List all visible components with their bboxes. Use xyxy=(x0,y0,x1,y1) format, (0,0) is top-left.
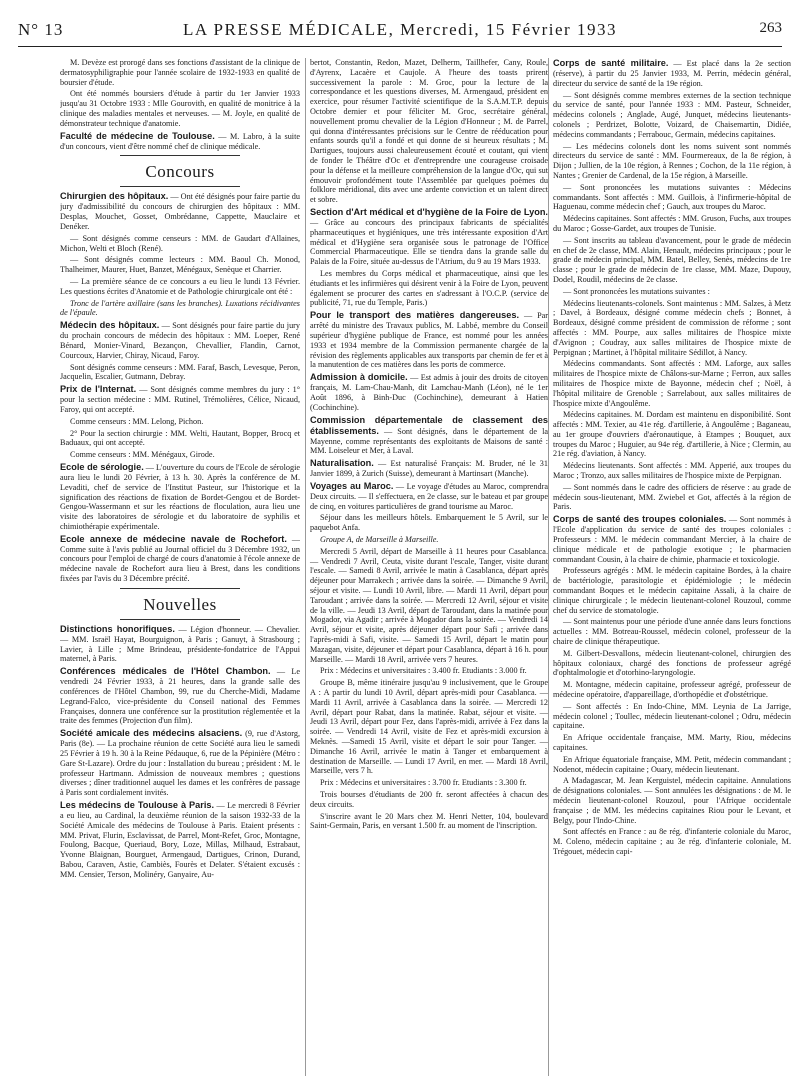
paragraph: 2° Pour la section chirurgie : MM. Welti, Hautant, Bopper, Brocq et Baduaux, qui ont accepté. xyxy=(60,428,300,448)
paragraph: — Sont prononcées les mutations suivantes : Médecins commandants. Sont affectés : MM. Guillois, à l'infirmerie-hôpital de Haguenau, comme médecin chef ; Gauch, aux troupes du Maroc. xyxy=(553,182,791,212)
item-title: Ecole de sérologie. xyxy=(60,461,144,472)
item-body: — Le vendredi 24 Février 1933, à 21 heures, dans la grande salle des conférences de l'Hôtel Chambon, 99, rue du Cherche-Midi, Madame Legrand-Falco, vice-présidente du Conseil national des Femmes Françaises, donnera une conférence sur la prostitution réglementée et la traite des femmes (Projection d'un film). xyxy=(60,667,300,726)
item-body: (9, rue d'Astorg, Paris (8e). — La prochaine réunion de cette Société aura lieu le samedi 25 Février à 19 h. 30 à la Reine Pédauque, 6, rue de la Pépinière (Métro : Gare St-Lazare). Ordre du jour : Installation du bureau ; président : M. le professeur Hartmann. Admission de nouveaux membres ; questions diverses ; dîner traditionnel auquel les dames et les confrères de passage à Paris sont cordialement invités. xyxy=(60,729,300,798)
paragraph: Médecins capitaines. M. Dordam est maintenu en disponibilité. Sont affectés : MM. Texier, au 41e rég. d'artillerie, à Angoulême ; Baganeau, au 1er groupe d'ouvriers d'aéronautique, à Etampes ; Bouquet, aux troupes du Maroc ; Huguier, au 94e rég. d'artillerie, à Nice ; Clermin, au 21e rég. d'aviation, à Nancy. xyxy=(553,410,791,459)
news-item xyxy=(60,624,300,664)
item-body: — M. Labro, à la suite d'un concours, vient d'être nommé chef de clinique médicale. xyxy=(60,131,300,151)
item-body: — Par arrêté du ministre des Travaux publics, M. Labbé, membre du Conseil supérieur d'hygiène publique de France, est nommé pour les années 1933 et 1934 membre de la Commission permanente chargée de la révision des règlements applicables aux transports par chemin de fer et à la manutention de ces matières dans les ports de commerce. xyxy=(310,311,548,370)
paragraph: — Sont prononcées les mutations suivantes : xyxy=(563,286,710,296)
item-title: Ecole annexe de médecine navale de Rochefort. xyxy=(60,533,287,544)
item-body: — Sont désignés comme membres du jury : 1° pour la section médecine : MM. Rutinel, Trémolières, Célice, Nicaud, Faroy, qui ont accepté. xyxy=(60,385,300,414)
item-body: — Comme suite à l'avis publié au Journal officiel du 3 Décembre 1932, un concours pour l'emploi de chargé de cours d'anatomie à l'école annexe de médecine navale de Rochefort aura lieu à Brest, dans les conditions fixées par l'avis du 3 Décembre précité. xyxy=(60,534,300,584)
item-body: — Le mercredi 8 Février a eu lieu, au Cardinal, la deuxième réunion de la saison 1932-33 de la Société Amicale des médecins de Toulouse à Paris. Etaient présents : MM. Privat, Flurin, Esclavissat, de Parrel, Mont-Refet, Groc, Montagne, Foulong, Bacque, Queriaud, Bory, Loze, Millas, Milhaud, Estrabaut, Yvonne Blaignan, Bourguet, Armengaud, Dartigues, Crinon, Durand, Babou, Caraven, Astie, Cambiès, Fourès et Delater. S'étaient excusés : MM. Censier, Terson, Molinéry, Ganyaire, Au- xyxy=(60,801,300,879)
column-middle xyxy=(305,58,548,1076)
paragraph: Prix : Médecins et universitaires : 3.700 fr. Etudiants : 3.300 fr. xyxy=(320,778,527,788)
column-right xyxy=(548,58,791,1076)
paragraph: Médecins capitaines. Sont affectés : MM. Gruson, Fuchs, aux troupes du Maroc ; Gosse-Gardet, aux troupes de Tunisie. xyxy=(553,214,791,233)
paragraph: — Sont désignés comme censeurs : MM. de Gaudart d'Allaines, Michon, Welti et Bloch (René). xyxy=(60,233,300,253)
news-item xyxy=(310,481,548,512)
item-title: Corps de santé des troupes coloniales. xyxy=(553,514,727,525)
page-header xyxy=(18,18,782,44)
paragraph: — La première séance de ce concours a eu lieu le lundi 13 Février. Les questions écrites d'Anatomie et de Pathologie chirurgicale ont été : xyxy=(60,276,300,296)
paragraph: M. Gilbert-Desvallons, médecin lieutenant-colonel, chirurgien des hôpitaux coloniaux, chargé des fonctions de professeur agrégé d'ophtalmologie et d'otorhino-laryngologie. xyxy=(553,648,791,678)
paragraph: S'inscrire avant le 20 Mars chez M. Henri Netter, 104, boulevard Saint-Germain, Paris, en versant 1.500 fr. au moment de l'inscription. xyxy=(310,811,548,831)
news-item xyxy=(60,131,300,152)
news-item xyxy=(310,458,548,479)
item-body: — Est naturalisé Français: M. Bruder, né le 31 Janvier 1899, à Zurich (Suisse), demeurant à Martinsart (Manche). xyxy=(310,459,548,479)
news-item xyxy=(60,800,300,880)
item-body: — Sont désignés pour faire partie du jury du prochain concours de médecin des hôpitaux : MM. Loeper, René Bénard, Monier-Vinard, Bezançon, Chevallier, Flandin, Carnot, Courcoux, Harvier, Chiray, Nicaud, Faroy. xyxy=(60,321,300,360)
item-title: Naturalisation. xyxy=(310,458,374,469)
paragraph: Sont désignés comme censeurs : MM. Faraf, Basch, Levesque, Peron, Jacquelin, Escalier, Gutmann, Debray. xyxy=(60,362,300,382)
section-heading: Concours xyxy=(145,162,215,182)
item-title: Distinctions honorifiques. xyxy=(60,623,175,634)
paragraph: Mercredi 5 Avril, départ de Marseille à 11 heures pour Casablanca. — Vendredi 7 Avril, Ceuta, visite durant l'escale, Tanger, visite durant l'escale. — Samedi 8 Avril, arrivée le matin à Casablanca, départ après déjeuner pour Marrakech ; arrivée dans la soirée. — Dimanche 9 Avril, séjour et visite. — Lundi 10 Avril, libre. — Mardi 11 Avril, départ pour Taroudant ; arrivée dans la soirée. — Mercredi 12 Avril, séjour et visite de la ville. — Jeudi 13 Avril, départ de Taroudant, dans la matinée pour Mogador, via Agadir ; arrivée à Mogador dans la soirée. — Vendredi 14 Avril, séjour et visite, après déjeuner départ pour Safi ; arrivée dans l'après-midi à Safi, visite. — Samedi 15 Avril, départ le matin pour Mazagan, visite, déjeuner et départ pour Casablanca, départ à 16 h. pour Marseille. — Mardi 18 Avril, arrivée vers 7 heures. xyxy=(310,546,548,664)
item-body: — Le voyage d'études au Maroc, comprendra Deux circuits. — Il s'effectuera, en 2e classe, sur le bateau et par groupe de cinq, en voitures particulières de grand tourisme au Maroc. xyxy=(310,481,548,511)
paragraph: — Sont désignés comme membres externes de la section technique du service de santé, pour l'année 1933 : MM. Pasteur, Schneider, médecins colonels ; Anglade, Augé, Junquet, médecins lieutenants-colonels ; Perdrizet, Bolotte, Voizard, de Chaisemartin, Didiée, médecins commandants ; Ferrabouc, Germain, médecins capitaines. xyxy=(553,90,791,139)
paragraph: Médecins lieutenants-colonels. Sont maintenus : MM. Salzes, à Metz ; Davel, à Bordeaux, désigné comme médecin chefs ; Bonnet, à Bordeaux, désigné comme président de commission de réforme ; sont affectés : MM. Pourpe, aux salles militaires de l'hospice mixte d'Avignon ; Coudray, aux salles militaires de l'hospice mixte de Perpignan ; Martinet, à l'hôpital militaire Sédillot, à Nancy. xyxy=(553,298,791,357)
item-title: Commission départementale de classement des établissements. xyxy=(310,414,548,436)
issue-number: N° 13 xyxy=(18,20,64,39)
item-body: — Légion d'honneur. — Chevalier. — MM. Israël Hayat, Bourguignon, à Paris ; Ganuyt, à Strasbourg ; Lavier, à Lille ; Mme Brindeau, présidente-fondatrice de l'Appui maternel, à Paris. xyxy=(60,624,300,664)
paragraph: M. Devèze est prorogé dans ses fonctions d'assistant de la clinique de dermatosyphiligraphie pour l'année scolaire de 1932-1933 en qualité de boursier d'étude. xyxy=(60,58,300,87)
news-item xyxy=(60,320,300,360)
item-title: Admission à domicile. xyxy=(310,372,408,383)
news-item xyxy=(60,728,300,798)
section-rule xyxy=(120,588,240,589)
item-body: — Ont été désignés pour faire partie du jury d'admissibilité du concours de chirurgien des hôpitaux : MM. Desplas, Mouchet, Gosset, Ombrédanne, Cappette, Mauclaire et Denéker. xyxy=(60,192,300,231)
news-item xyxy=(310,372,548,412)
paragraph: — Sont désignés comme lecteurs : MM. Baoul Ch. Monod, Thalheimer, Maurer, Huet, Banzet, Ménégaux, Senèque et Charrier. xyxy=(60,255,300,275)
item-body: — Sont désignés, dans le département de la Mayenne, comme représentants des exploitants de Maisons de santé : MM. Loiseleur et Mer, à Laval. xyxy=(310,426,548,456)
paragraph: Groupe A, de Marseille à Marseille. xyxy=(320,535,439,545)
item-title: Prix de l'Internat. xyxy=(60,384,137,395)
column-left xyxy=(60,58,300,1076)
paragraph: Comme censeurs : MM. Ménégaux, Girode. xyxy=(70,450,215,460)
item-title: Conférences médicales de l'Hôtel Chambon. xyxy=(60,666,271,677)
news-item xyxy=(553,514,791,564)
item-body: — Sont nommés à l'Ecole d'application du service de santé des troupes coloniales : Professeurs : MM. le médecin commandant Mercier, à la chaire de clinique médicale et de pathologie exotique ; le pharmacien commandant Cousin, à la chaire de chimie, pharmacie et toxicologie. xyxy=(553,515,791,564)
paragraph: En Afrique équatoriale française, MM. Petit, médecin commandant ; Nodenot, médecin capitaine ; Ouary, médecin lieutenant. xyxy=(553,754,791,774)
news-item xyxy=(310,207,548,267)
paragraph: Sont affectés en France : au 8e rég. d'infanterie coloniale du Maroc, M. Coleno, médecin capitaine ; au 3e rég. d'infanterie coloniale, M. Trégouet, médecin capi- xyxy=(553,827,791,856)
section-rule xyxy=(120,186,240,187)
news-item xyxy=(60,384,300,415)
news-item xyxy=(60,191,300,231)
paragraph: Ont été nommés boursiers d'étude à partir du 1er Janvier 1933 jusqu'au 31 Octobre 1933 : Mlle Gourovith, en qualité de monitrice à la clinique des maladies mentales et nerveuses. — M. Joyle, en qualité de démonstrateur technique d'anatomie. xyxy=(60,89,300,128)
paragraph: bertot, Constantin, Redon, Mazet, Delherm, Taillhefer, Cany, Roule, d'Ayrenx, Lacaère et Caujole. A l'heure des toasts prirent successivement la parole : M. Groc, pour la lecture de la correspondance et les questions diverses, M. Armengaud, président en exercice, pour résumer l'activité scientifique de la S.A.M.T.P. depuis Octobre dernier et pour féliciter M. Groc, secrétaire général, nouvellement promu chevalier de la Légion d'Honneur ; M. de Parrel, qui donna d'intéressantes précisions sur le Centre de rééducation pour enfants sourds qu'il a fondé et qui donne de si heureux résultats ; M. Dartigues, toujours aussi chaleureusement écouté et coutant, qui vient de fonder le Théâtre d'Oc et d'entreprendre une courageuse croisade pour la défense et la meilleure compréhension de la langue d'Oc, qui sut émouvoir profondément toute l'Assemblée par quelques poèmes du folklore méridional, dits avec une ardente conviction et un talent direct et sobre. xyxy=(310,58,548,205)
news-item xyxy=(60,462,300,532)
paragraph: — Sont affectés : En Indo-Chine, MM. Leynia de La Jarrige, médecin colonel ; Toullec, médecin lieutenant-colonel ; Odru, médecin capitaine. xyxy=(553,701,791,731)
item-title: Les médecins de Toulouse à Paris. xyxy=(60,800,215,811)
item-body: — Est placé dans la 2e section (réserve), à partir du 25 Janvier 1933, M. Perrin, médecin général, directeur du service de santé de la 19e région. xyxy=(553,59,791,88)
paragraph: A Madagascar, M. Jean Kerguistel, médecin capitaine. Annulations de désignations coloniales. — Sont annulées les désignations : de M. le médecin lieutenant-colonel Rouzoul, pour l'Afrique occidentale française ; de MM. les médecins capitaines Riou pour le Levant, et Belgy, pour l'Indo-Chine. xyxy=(553,776,791,825)
paragraph: Médecins commandants. Sont affectés : MM. Laforge, aux salles militaires de l'hospice mixte de Châlons-sur-Marne ; Ferron, aux salles militaires de l'hospice mixte de Bayonne, médecin chef ; Noël, à l'hôpital militaire de Grenoble ; Sarrelabout, aux salles militaires de l'hospice mixte d'Angoulême. xyxy=(553,359,791,408)
paragraph: Professeurs agrégés : MM. le médecin capitaine Bordes, à la chaire de bactériologie, parasitologie et épidémiologie ; le médecin commandant Boques et le médecin capitaine Assali, à la chaire de clinique chirurgicale ; le médecin lieutenant-colonel Rouzoul, comme chef du service de stomatologie. xyxy=(553,566,791,615)
paragraph: En Afrique occidentale française, MM. Marty, Riou, médecins capitaines. xyxy=(553,733,791,752)
section-rule xyxy=(120,155,240,156)
paragraph: — Les médecins colonels dont les noms suivent sont nommés directeurs du service de santé : MM. Fourmereaux, de la 8e région, à Dijon ; Jullien, de la 10e région, à Rennes ; Cochon, de la 11e région, à Nantes ; Grenier de Cardenal, de la 15e région, à Marseille. xyxy=(553,141,791,180)
news-item xyxy=(553,58,791,89)
paragraph: Trois bourses d'étudiants de 200 fr. seront affectées à chacun des deux circuits. xyxy=(310,790,548,809)
item-body: — Est admis à jouir des droits de citoyen français, M. Lam-Chau-Manh, dit Lamchau-Manh (Léon), né le 1er Août 1896, à Binh-Duc (Cochinchine), demeurant à Hatien (Cochinchine). xyxy=(310,373,548,412)
news-item xyxy=(60,534,300,584)
page-number: 263 xyxy=(759,20,782,36)
header-rule xyxy=(18,46,782,47)
paragraph: — Sont maintenus pour une période d'une année dans leurs fonctions actuelles : MM. Botreau-Roussel, médecin colonel, professeur de la chaire de clinique thérapeutique. xyxy=(553,617,791,647)
item-title: Pour le transport des matières dangereuses. xyxy=(310,310,520,321)
news-item xyxy=(60,666,300,726)
paragraph: — Sont inscrits au tableau d'avancement, pour le grade de médecin en chef de 2e classe, MM. Alain, Henault, médecins principaux ; pour le grade de médecin principal, MM. Batel, Belley, Senès, médecins de 1re classe ; pour le grade de médecin de 1re classe, MM. Maze, Dupouy, Dodel, Roudil, médecins de 2e classe. xyxy=(553,235,791,284)
news-item xyxy=(310,310,548,370)
paragraph: — Sont nommés dans le cadre des officiers de réserve : au grade de médecin sous-lieutenant, MM. Zwiebel et Got, affectés à la région de Paris. xyxy=(553,482,791,512)
item-title: Faculté de médecine de Toulouse. xyxy=(60,130,215,141)
paragraph: Comme censeurs : MM. Lelong, Pichon. xyxy=(70,416,204,426)
item-title: Section d'Art médical et d'hygiène de la Foire de Lyon. xyxy=(310,206,548,217)
item-title: Médecin des hôpitaux. xyxy=(60,320,160,331)
item-title: Chirurgien des hôpitaux. xyxy=(60,191,169,202)
news-item xyxy=(310,415,548,457)
paragraph: Groupe B, même itinéraire jusqu'au 9 inclusivement, que le Groupe A : A partir du lundi 10 Avril, départ après-midi pour Casablanca. — Mardi 11 Avril, arrivée à Casablanca dans la soirée. — Mercredi 12 Avril, départ pour Rabat, dans la matinée. Rabat, séjour et visite. — Jeudi 13 Avril, départ pour Fez, dans l'après-midi, arrivée à Fez dans la soirée. — Vendredi 14 Avril, visite de Fez et après-midi excursion à Meknès. —Samedi 15 Avril, visite et départ le soir pour Tanger. — Dimanche 16 Avril, arrivée le matin à Tanger et embarquement à destination de Marseille. — Lundi 17 Avril, en mer. — Mardi 18 Avril, Marseille, vers 7 h. xyxy=(310,678,548,776)
section-heading: Nouvelles xyxy=(143,594,217,614)
item-body: — Grâce au concours des principaux fabricants de spécialités pharmaceutiques et hygiéniques, une très intéressante exposition d'Art médical et d'Hygiène sera organisée sous le patronage de l'Office Commercial Pharmaceutique. Elle se tiendra dans la grande salle du Palais de la Foire, située au-dessus de l'Atrium, du 9 au 19 Mars 1933. xyxy=(310,217,548,267)
paragraph: Médecins lieutenants. Sont affectés : MM. Apperié, aux troupes du Maroc ; Tronzo, aux salles militaires de l'hospice mixte de Perpignan. xyxy=(553,461,791,481)
item-title: Corps de santé militaire. xyxy=(553,58,669,68)
journal-title: LA PRESSE MÉDICALE, Mercredi, 15 Février 1933 xyxy=(183,20,617,39)
paragraph: Les membres du Corps médical et pharmaceutique, ainsi que les étudiants et les infirmières qui désirent venir à la Foire de Lyon, peuvent également se procurer des cartes en s'adressant à l'O.C.P. (service de publicité, 71, rue du Temple, Paris.) xyxy=(310,268,548,308)
section-rule xyxy=(120,619,240,620)
item-body: — L'ouverture du cours de l'Ecole de sérologie aura lieu le lundi 20 Février, à 13 h. 30. Après la conférence de M. Levaditi, chef de service de l'Institut Pasteur, sur l'historique et la signification des réactions de fixation de Bordet-Gengou et de Bordet-Gengou-Wassermann et sur les réactions de floculation, aura lieu une visite des laboratoires de sérologie et du laboratoire de syphilis et chimiothérapie expérimentale. xyxy=(60,462,300,531)
item-title: Voyages au Maroc. xyxy=(310,480,394,491)
paragraph: Séjour dans les meilleurs hôtels. Embarquement le 5 Avril, sur le paquebot Anfa. xyxy=(310,513,548,533)
item-title: Société amicale des médecins alsaciens. xyxy=(60,728,243,739)
paragraph: Tronc de l'artère axillaire (sans les branches). Luxations récidivantes de l'épaule. xyxy=(60,298,300,318)
paragraph: M. Montagne, médecin capitaine, professeur agrégé, professeur de médecine opératoire, d'appareillage, d'orthopédie et d'obstétrique. xyxy=(553,680,791,700)
paragraph: Prix : Médecins et universitaires : 3.400 fr. Etudiants : 3.000 fr. xyxy=(320,666,527,676)
